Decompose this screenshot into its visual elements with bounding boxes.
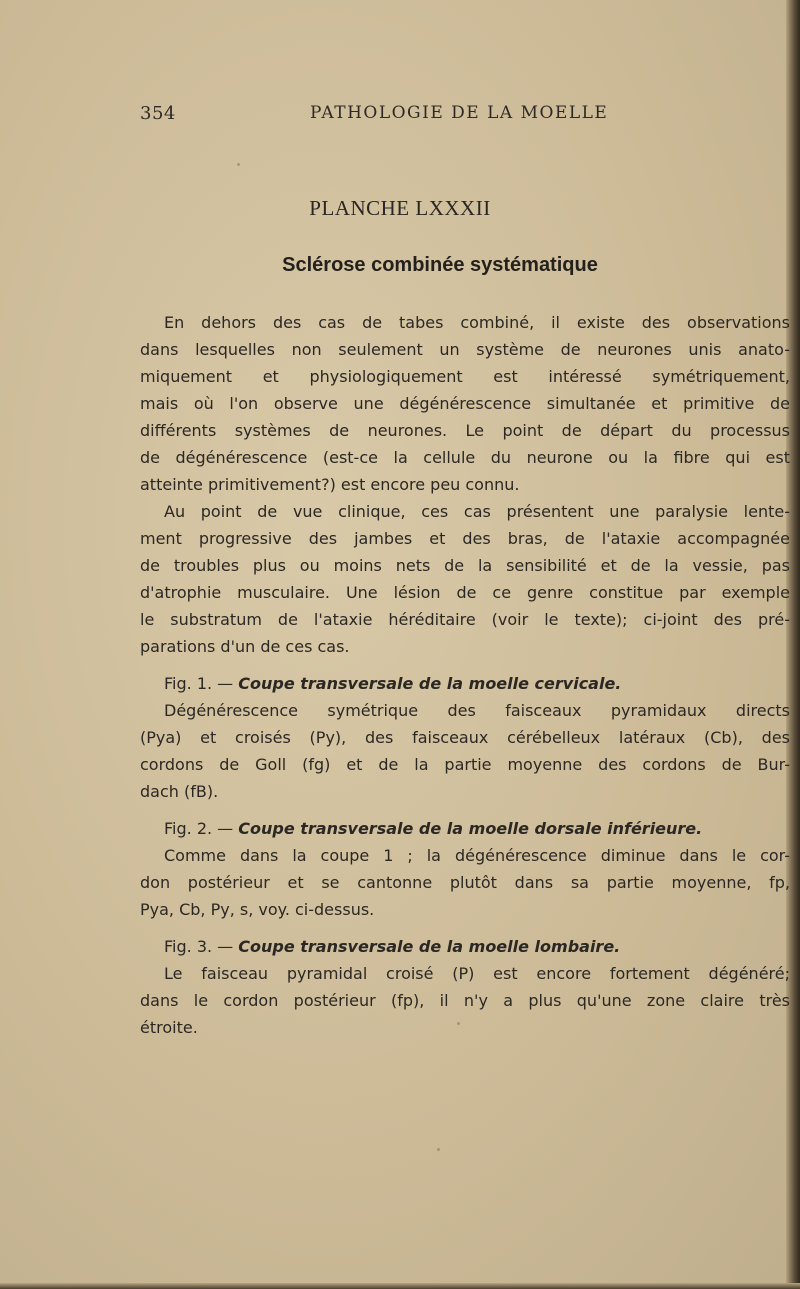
figure-1-caption — [140, 670, 790, 805]
body-text — [140, 309, 790, 1041]
figure-title: Coupe transversale de la moelle lombaire. — [238, 937, 621, 956]
page-bottom-edge — [0, 1283, 800, 1289]
text-line: don postérieur et se cantonne plutôt dans sa partie moyenne, fp, — [140, 873, 790, 892]
paragraph-intro — [140, 309, 790, 498]
text-line: atteinte primitivement?) est encore peu connu. — [140, 475, 520, 494]
text-line: Pya, Cb, Py, s, voy. ci-dessus. — [140, 900, 375, 919]
figure-heading — [140, 815, 790, 842]
text-line: dans le cordon postérieur (fp), il n'y a plus qu'une zone claire très — [140, 991, 790, 1010]
text-line: Le faisceau pyramidal croisé (P) est encore fortement dégénéré; — [164, 964, 790, 983]
text-line: Comme dans la coupe 1 ; la dégénérescence diminue dans le cor- — [164, 846, 790, 865]
text-line: (Pya) et croisés (Py), des faisceaux cérébelleux latéraux (Cb), des — [140, 728, 790, 747]
figure-heading — [140, 933, 790, 960]
text-line: différents systèmes de neurones. Le point de départ du processus — [140, 421, 790, 440]
text-line: le substratum de l'ataxie héréditaire (voir le texte); ci-joint des pré- — [140, 610, 790, 629]
running-head — [140, 103, 680, 127]
paper-speck — [437, 1148, 440, 1151]
plate-title: PLANCHE LXXXII — [309, 196, 491, 220]
text-line: Dégénérescence symétrique des faisceaux pyramidaux directs — [164, 701, 790, 720]
page-number: 354 — [140, 103, 176, 124]
figure-3-caption — [140, 933, 790, 1041]
plate-subtitle: Sclérose combinée systématique — [282, 254, 598, 276]
figure-title: Coupe transversale de la moelle dorsale inférieure. — [238, 819, 703, 838]
text-line: dans lesquelles non seulement un système de neurones unis anato- — [140, 340, 790, 359]
text-line: cordons de Goll (fg) et de la partie moyenne des cordons de Bur- — [140, 755, 790, 774]
text-line: dach (fB). — [140, 782, 219, 801]
text-line: de dégénérescence (est-ce la cellule du neurone ou la fibre qui est — [140, 448, 790, 467]
figure-2-caption — [140, 815, 790, 923]
text-line: d'atrophie musculaire. Une lésion de ce genre constitue par exemple — [140, 583, 790, 602]
text-line: mais où l'on observe une dégénérescence simultanée et primitive de — [140, 394, 790, 413]
paragraph-clinical — [140, 498, 790, 660]
text-line: ment progressive des jambes et des bras, de l'ataxie accompagnée — [140, 529, 790, 548]
figure-label: Fig. 2. — — [164, 819, 234, 838]
text-line: En dehors des cas de tabes combiné, il existe des observations — [164, 313, 790, 332]
text-line: de troubles plus ou moins nets de la sensibilité et de la vessie, pas — [140, 556, 790, 575]
text-line: Au point de vue clinique, ces cas présentent une paralysie lente- — [164, 502, 790, 521]
text-line: étroite. — [140, 1018, 198, 1037]
text-line: parations d'un de ces cas. — [140, 637, 350, 656]
figure-label: Fig. 3. — — [164, 937, 234, 956]
running-title: PATHOLOGIE DE LA MOELLE — [310, 103, 609, 123]
figure-label: Fig. 1. — — [164, 674, 234, 693]
text-line: miquement et physiologiquement est intéressé symétriquement, — [140, 367, 790, 386]
figure-heading — [140, 670, 790, 697]
paper-speck — [237, 163, 240, 166]
figure-title: Coupe transversale de la moelle cervicale. — [238, 674, 622, 693]
